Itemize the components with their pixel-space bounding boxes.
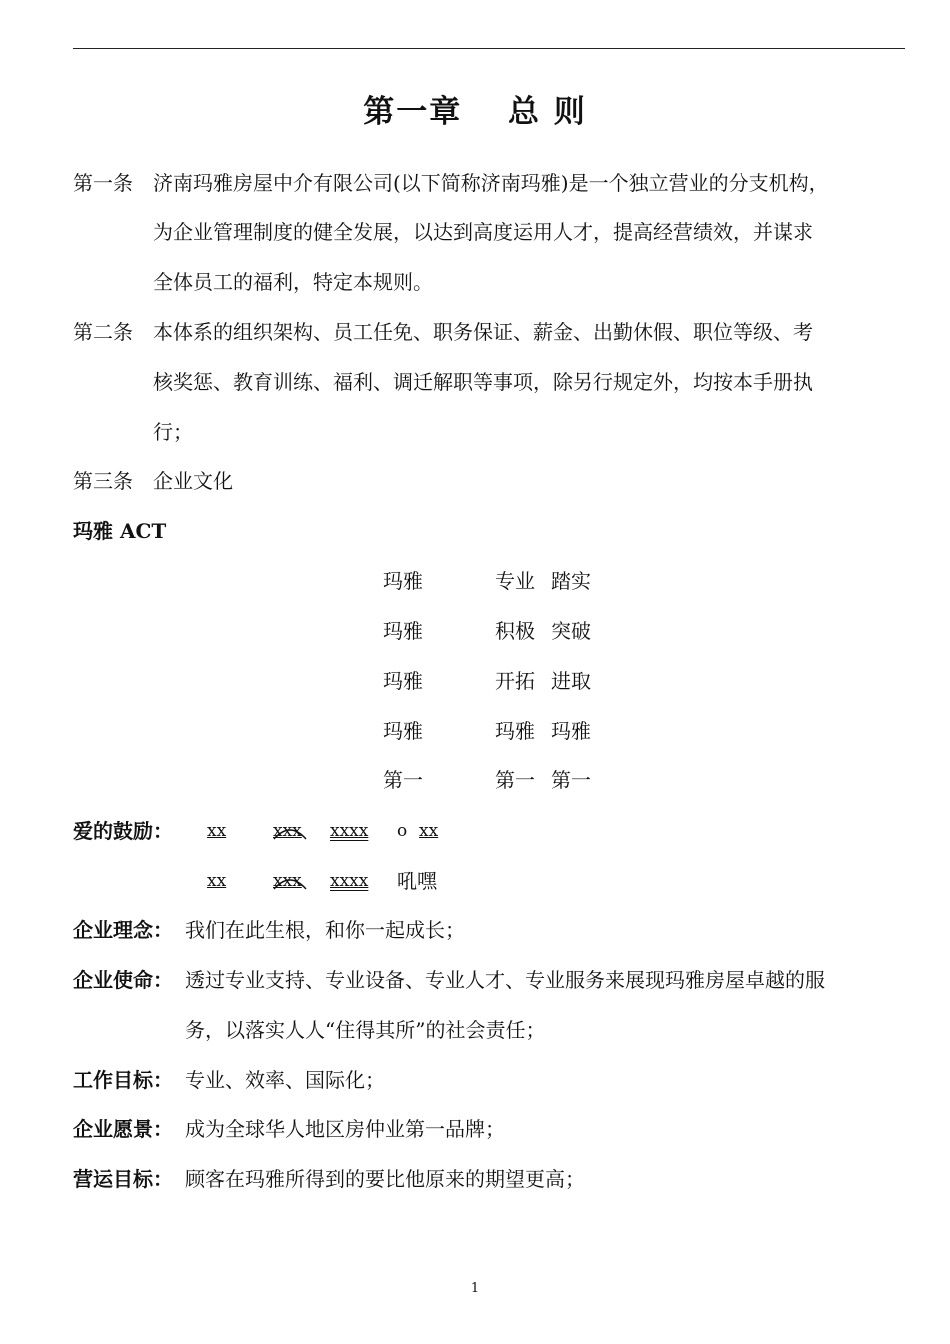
- cheer-word: xxxx: [330, 871, 369, 891]
- slogan-mid: 积极: [495, 619, 535, 643]
- vision-label: 企业愿景：: [73, 1117, 173, 1141]
- work-goal-label: 工作目标：: [73, 1068, 173, 1092]
- cheer-word: xx: [419, 821, 439, 841]
- article2-label: 第二条: [73, 320, 133, 344]
- cheer-word: o: [397, 821, 408, 841]
- cheer-word: xx: [207, 871, 227, 891]
- philosophy-text: 我们在此生根，和你一起成长；: [185, 918, 465, 942]
- article1-line-2: 为企业管理制度的健全发展，以达到高度运用人才，提高经营绩效，并谋求: [153, 220, 813, 244]
- article1-line-3: 全体员工的福利，特定本规则。: [153, 270, 433, 294]
- slogan-right: 玛雅: [551, 719, 591, 743]
- philosophy-label: 企业理念：: [73, 918, 173, 942]
- chapter-title: 第一章 总 则: [363, 94, 587, 130]
- slogan-right: 第一: [551, 768, 591, 792]
- mission-line-2: 务，以落实人人“住得其所”的社会责任；: [185, 1018, 546, 1042]
- slogan-mid: 第一: [495, 768, 535, 792]
- article2-line-2: 核奖惩、教育训练、福利、调迁解职等事项，除另行规定外，均按本手册执: [153, 370, 813, 394]
- mission-label: 企业使命：: [73, 968, 173, 992]
- cheer-word: xxxx: [330, 821, 369, 841]
- operation-goal-label: 营运目标：: [73, 1167, 173, 1191]
- cheer-word: xxx: [273, 821, 302, 841]
- cheer-word-arc: [273, 866, 302, 896]
- mission-line-1: 透过专业支持、专业设备、专业人才、专业服务来展现玛雅房屋卓越的服: [185, 968, 825, 992]
- slogan-left: 玛雅: [383, 719, 423, 743]
- slogan-left: 第一: [383, 768, 423, 792]
- slogan-right: 踏实: [551, 569, 591, 593]
- article1-line-1: 济南玛雅房屋中介有限公司(以下简称济南玛雅)是一个独立营业的分支机构，: [153, 171, 829, 195]
- article2-line-1: 本体系的组织架构、员工任免、职务保证、薪金、出勤休假、职位等级、考: [153, 320, 813, 344]
- slogan-right: 突破: [551, 619, 591, 643]
- header-rule: [73, 48, 905, 49]
- slogan-left: 玛雅: [383, 569, 423, 593]
- vision-text: 成为全球华人地区房仲业第一品牌；: [185, 1117, 505, 1141]
- cheer-label: 爱的鼓励：: [73, 819, 173, 843]
- cheer-word: xxx: [273, 871, 302, 891]
- slogan-left: 玛雅: [383, 669, 423, 693]
- cheer-word-arc: [273, 816, 302, 846]
- act-heading: 玛雅 ACT: [73, 519, 167, 543]
- article3-text: 企业文化: [153, 469, 233, 493]
- cheer-word: 吼嘿: [397, 869, 437, 893]
- slogan-mid: 玛雅: [495, 719, 535, 743]
- article1-label: 第一条: [73, 171, 133, 195]
- work-goal-text: 专业、效率、国际化；: [185, 1068, 385, 1092]
- cheer-word: xx: [207, 821, 227, 841]
- slogan-mid: 专业: [495, 569, 535, 593]
- article3-label: 第三条: [73, 469, 133, 493]
- article2-line-3: 行；: [153, 420, 193, 444]
- slogan-left: 玛雅: [383, 619, 423, 643]
- slogan-right: 进取: [551, 669, 591, 693]
- slogan-mid: 开拓: [495, 669, 535, 693]
- page-number: 1: [470, 1281, 480, 1296]
- operation-goal-text: 顾客在玛雅所得到的要比他原来的期望更高；: [185, 1167, 585, 1191]
